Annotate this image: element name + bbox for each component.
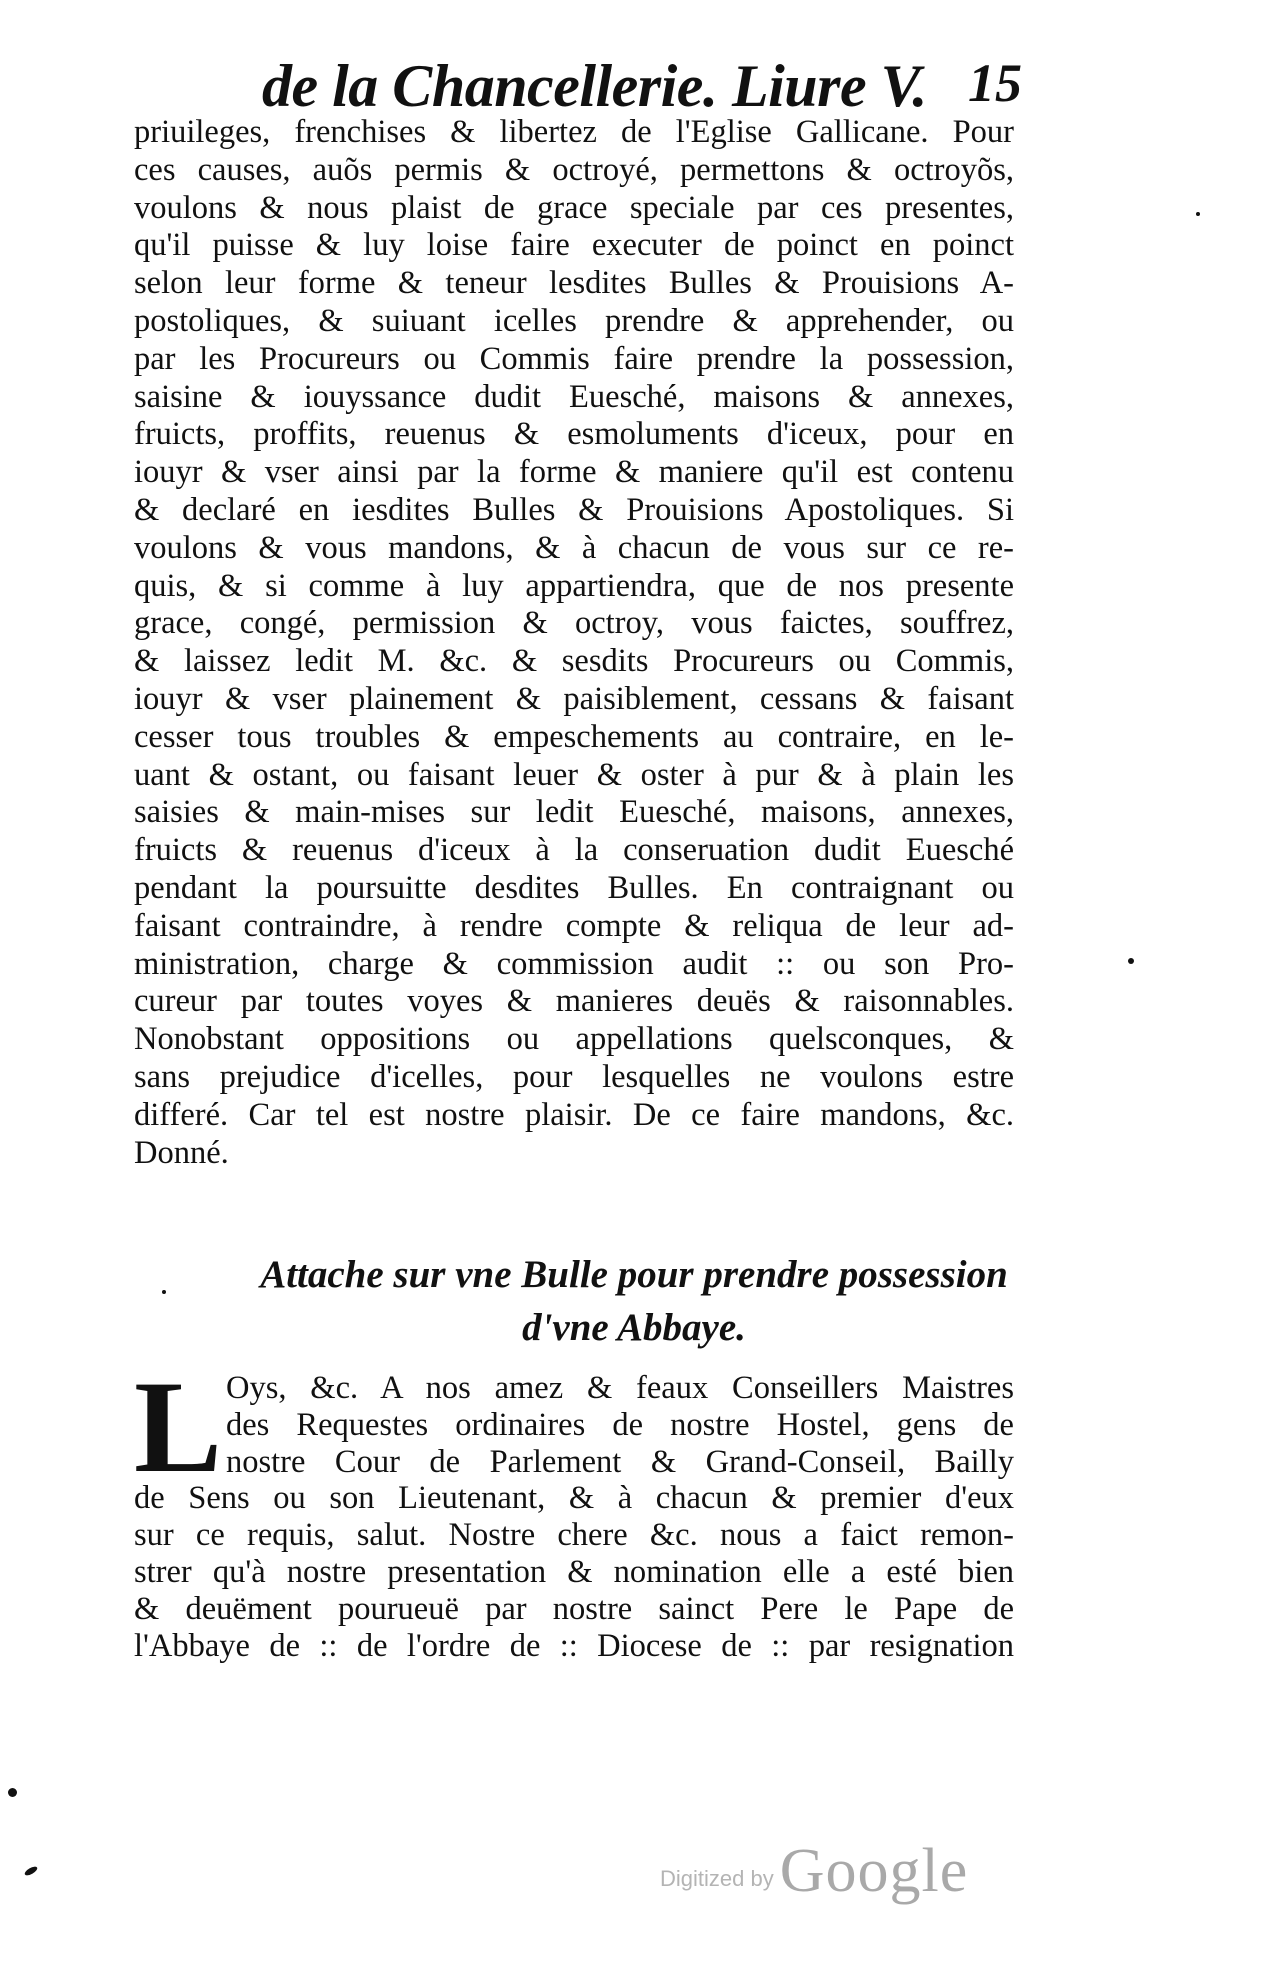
body-text [134, 114, 1014, 1172]
text-line: selon leur forme & teneur lesdites Bulles & Prouisions A- [134, 265, 1014, 302]
text-line: ministration, charge & commission audit :: ou son Pro- [134, 945, 1014, 982]
text-line: saisies & main-mises sur ledit Euesché, maisons, annexes, [134, 794, 1014, 831]
text-line: iouyr & vser ainsi par la forme & maniere qu'il est contenu [134, 454, 1014, 491]
text-line: postoliques, & suiuant icelles prendre & apprehender, ou [134, 302, 1014, 339]
text-line: qu'il puisse & luy loise faire executer de poinct en poinct [134, 227, 1014, 264]
text-line: cesser tous troubles & empeschements au contraire, en le- [134, 718, 1014, 755]
letter-line: de Sens ou son Lieutenant, & à chacun & premier d'eux [134, 1480, 1014, 1517]
text-line: & declaré en iesdites Bulles & Prouisions Apostoliques. Si [134, 491, 1014, 528]
text-line: uant & ostant, ou faisant leuer & oster à pur & à plain les [134, 756, 1014, 793]
letter-line: & deuëment pourueuë par nostre sainct Pere le Pape de [134, 1590, 1014, 1627]
letter-line: l'Abbaye de :: de l'ordre de :: Diocese de :: par resignation [134, 1627, 1014, 1664]
watermark-small-text: Digitized by [660, 1866, 774, 1891]
ink-speck [8, 1788, 17, 1797]
text-line: voulons & nous plaist de grace speciale par ces presentes, [134, 189, 1014, 226]
letter-line: sur ce requis, salut. Nostre chere &c. nous a faict remon- [134, 1517, 1014, 1554]
text-line: grace, congé, permission & octroy, vous faictes, souffrez, [134, 605, 1014, 642]
text-line: voulons & vous mandons, & à chacun de vous sur ce re- [134, 529, 1014, 566]
ink-speck [23, 1865, 38, 1877]
text-line: ces causes, auõs permis & octroyé, permettons & octroyõs, [134, 151, 1014, 188]
letter-line: nostre Cour de Parlement & Grand-Conseil, Bailly [226, 1443, 1014, 1480]
letter-line: des Requestes ordinaires de nostre Hostel, gens de [226, 1406, 1014, 1443]
text-line: iouyr & vser plainement & paisiblement, cessans & faisant [134, 680, 1014, 717]
drop-cap: L [134, 1353, 223, 1500]
section-title-line-1: Attache sur vne Bulle pour prendre possession [260, 1253, 1008, 1296]
text-line: saisine & iouyssance dudit Euesché, maisons & annexes, [134, 378, 1014, 415]
text-line: priuileges, frenchises & libertez de l'Eglise Gallicane. Pour [134, 114, 1014, 150]
text-line: fruicts & reuenus d'iceux à la conseruation dudit Euesché [134, 832, 1014, 869]
text-line: & laissez ledit M. &c. & sesdits Procureurs ou Commis, [134, 643, 1014, 680]
text-line: quis, & si comme à luy appartiendra, que de nos presente [134, 567, 1014, 604]
digitized-watermark [660, 1832, 969, 1905]
letter-paragraph [134, 1353, 1014, 1664]
page-number: 15 [968, 53, 1022, 113]
google-logo: Google [779, 1837, 969, 1905]
letter-line: Oys, &c. A nos amez & feaux Conseillers Maistres [226, 1370, 1014, 1406]
ink-speck [162, 1290, 166, 1294]
text-line: Nonobstant oppositions ou appellations quelsconques, & [134, 1021, 1014, 1058]
text-line: par les Procureurs ou Commis faire prendre la possession, [134, 340, 1014, 377]
letter-line: strer qu'à nostre presentation & nomination elle a esté bien [134, 1553, 1014, 1590]
running-head: de la Chancellerie. Liure V. [262, 53, 927, 119]
ink-speck [1128, 958, 1134, 964]
section-title-line-2: d'vne Abbaye. [522, 1306, 746, 1349]
text-line: sans prejudice d'icelles, pour lesquelles ne voulons estre [134, 1058, 1014, 1095]
section-title [0, 1248, 1268, 1354]
text-line: Donné. [134, 1134, 229, 1171]
ink-speck [1196, 212, 1200, 216]
text-line: pendant la poursuitte desdites Bulles. En contraignant ou [134, 869, 1014, 906]
text-line: cureur par toutes voyes & manieres deuës & raisonnables. [134, 983, 1014, 1020]
text-line: faisant contraindre, à rendre compte & reliqua de leur ad- [134, 907, 1014, 944]
text-line: differé. Car tel est nostre plaisir. De ce faire mandons, &c. [134, 1096, 1014, 1133]
text-line: fruicts, proffits, reuenus & esmoluments d'iceux, pour en [134, 416, 1014, 453]
